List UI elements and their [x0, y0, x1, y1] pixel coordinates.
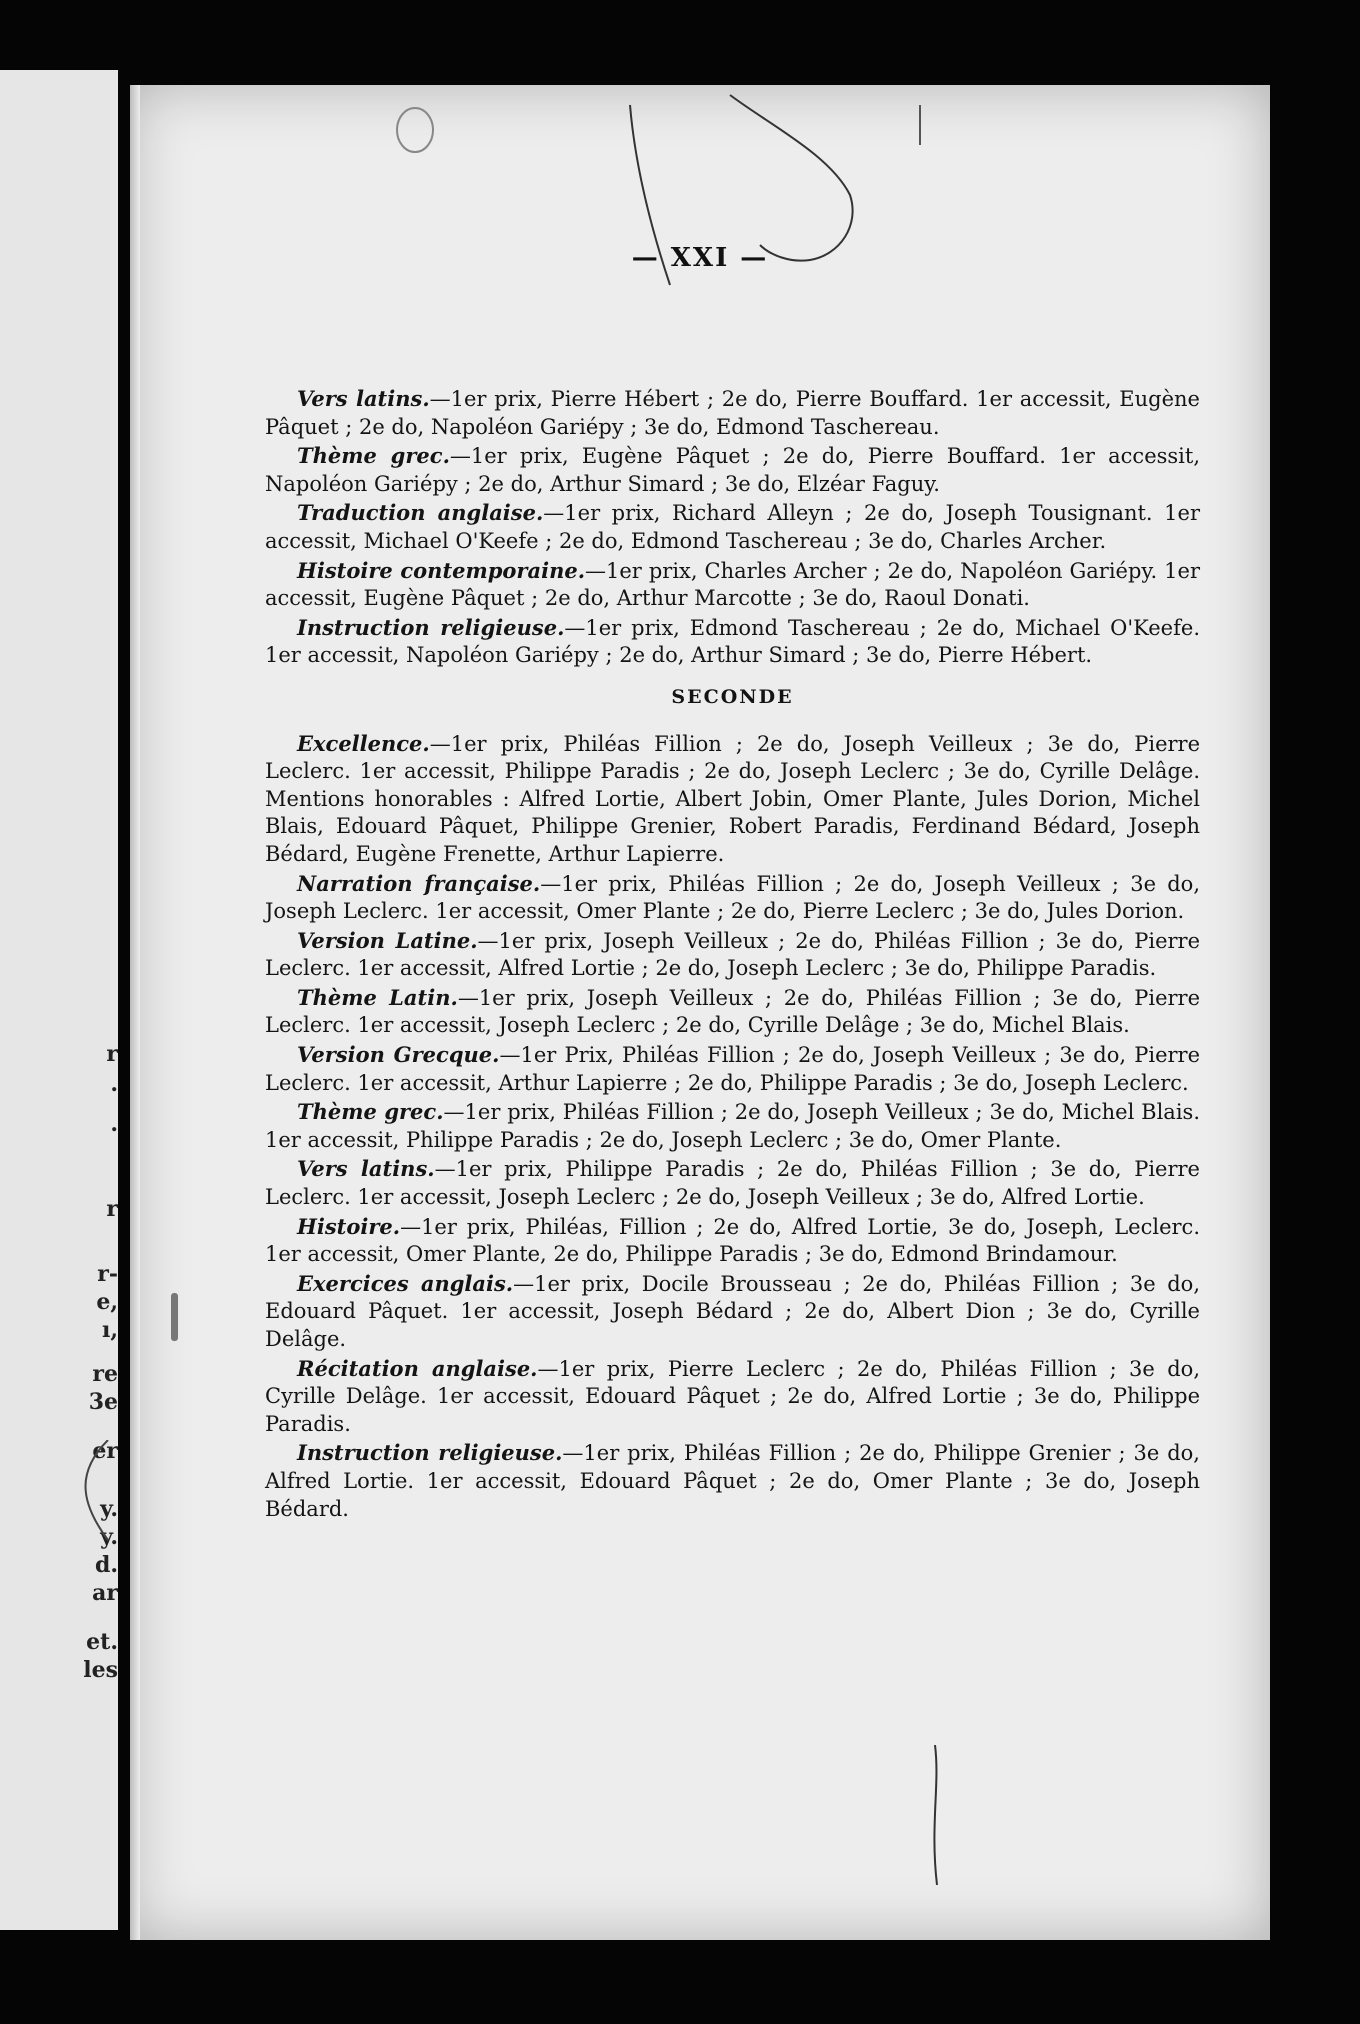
document-page	[130, 85, 1270, 1940]
page-number: — XXI —	[631, 243, 769, 273]
margin-fragment: 3e	[88, 1389, 118, 1415]
prize-paragraph	[265, 730, 1200, 869]
margin-fragment: les	[83, 1657, 118, 1683]
subject-label: Thème Latin.	[297, 984, 458, 1010]
margin-fragment: .	[110, 1071, 118, 1097]
prize-list-text: —1er prix, Philéas Fillion ; 2e do, Joseph Veilleux ; 3e do, Joseph Leclerc. 1er accessit, Omer Plante ; 2e do, Pierre Leclerc ; 3e do, Jules Dorion.	[265, 871, 1201, 924]
prize-paragraph	[265, 614, 1200, 670]
prize-list-text: —1er prix, Philéas, Fillion ; 2e do, Alfred Lortie, 3e do, Joseph, Leclerc. 1er accessit, Omer Plante, 2e do, Philippe Paradis ; 3e do, Edmond Brindamour.	[265, 1214, 1200, 1267]
prize-list-text: —1er prix, Docile Brousseau ; 2e do, Philéas Fillion ; 3e do, Edouard Pâquet. 1er accessit, Joseph Bédard ; 2e do, Albert Dion ; 3e do, Cyrille Delâge.	[265, 1271, 1200, 1351]
prize-paragraph	[265, 1439, 1200, 1523]
subject-label: Histoire.	[297, 1213, 401, 1239]
margin-fragment: ı,	[101, 1317, 118, 1343]
margin-mark	[171, 1293, 178, 1341]
margin-fragment: r	[106, 1196, 118, 1222]
prize-list-text: —1er prix, Eugène Pâquet ; 2e do, Pierre Bouffard. 1er accessit, Napoléon Gariépy ; 2e do, Arthur Simard ; 3e do, Elzéar Faguy.	[265, 444, 1200, 496]
prize-paragraph	[265, 557, 1200, 613]
prize-paragraph	[265, 1098, 1200, 1154]
prize-list-text: —1er prix, Pierre Hébert ; 2e do, Pierre Bouffard. 1er accessit, Eugène Pâquet ; 2e do, Napoléon Gariépy ; 3e do, Edmond Taschereau.	[265, 387, 1200, 439]
subject-label: Thème grec.	[297, 443, 450, 469]
prize-paragraph	[265, 927, 1200, 983]
subject-label: Vers latins.	[297, 1156, 435, 1182]
margin-fragment: y.	[100, 1524, 118, 1550]
margin-fragment: e,	[96, 1289, 118, 1315]
subject-label: Traduction anglaise.	[297, 500, 544, 526]
prize-list-text: —1er prix, Richard Alleyn ; 2e do, Joseph Tousignant. 1er accessit, Michael O'Keefe ; 2e do, Edmond Taschereau ; 3e do, Charles Archer.	[265, 501, 1200, 553]
prize-list-text: —1er prix, Philéas Fillion ; 2e do, Joseph Veilleux ; 3e do, Pierre Leclerc. 1er accessit, Philippe Paradis ; 2e do, Joseph Leclerc ; 3e do, Cyrille Delâge. Mentions honorables : Alfred Lortie, Albert Jobin, Omer Plante, Jules Dorion, Michel Blais, Edouard Pâquet, Philippe Grenier, Robert Paradis, Ferdinand Bédard, Joseph Bédard, Eugène Frenette, Arthur Lapierre.	[265, 731, 1200, 866]
prize-list-text: —1er prix, Joseph Veilleux ; 2e do, Philéas Fillion ; 3e do, Pierre Leclerc. 1er accessit, Joseph Leclerc ; 2e do, Cyrille Delâge ; 3e do, Michel Blais.	[265, 985, 1201, 1038]
prize-paragraph	[265, 984, 1200, 1040]
subject-label: Version Grecque.	[297, 1042, 500, 1068]
document-body	[265, 385, 1200, 1524]
prize-paragraph	[265, 1355, 1200, 1439]
subject-label: Version Latine.	[297, 927, 478, 953]
margin-fragment: r-	[97, 1261, 118, 1287]
prize-paragraph	[265, 1155, 1200, 1211]
prize-list-text: —1er Prix, Philéas Fillion ; 2e do, Joseph Veilleux ; 3e do, Pierre Leclerc. 1er accessit, Arthur Lapierre ; 2e do, Philippe Paradis ; 3e do, Joseph Leclerc.	[265, 1043, 1201, 1095]
prize-paragraph	[265, 1041, 1200, 1097]
prize-list-text: —1er prix, Joseph Veilleux ; 2e do, Philéas Fillion ; 3e do, Pierre Leclerc. 1er accessit, Alfred Lortie ; 2e do, Joseph Leclerc ; 3e do, Philippe Paradis.	[265, 928, 1200, 981]
margin-fragment: ar	[92, 1580, 118, 1606]
margin-fragment: er	[92, 1438, 118, 1464]
section-heading: SECONDE	[671, 685, 794, 708]
subject-label: Récitation anglaise.	[297, 1355, 538, 1381]
prize-list-text: —1er prix, Charles Archer ; 2e do, Napoléon Gariépy. 1er accessit, Eugène Pâquet ; 2e do, Arthur Marcotte ; 3e do, Raoul Donati.	[265, 558, 1200, 611]
prize-paragraph	[265, 1270, 1200, 1354]
subject-label: Narration française.	[297, 870, 541, 896]
subject-label: Vers latins.	[297, 386, 430, 411]
subject-label: Exercices anglais.	[297, 1270, 514, 1296]
prize-paragraph	[265, 442, 1200, 498]
prize-paragraph	[265, 499, 1200, 555]
prize-list-text: —1er prix, Edmond Taschereau ; 2e do, Michael O'Keefe. 1er accessit, Napoléon Gariépy ; 2e do, Arthur Simard ; 3e do, Pierre Hébert.	[265, 615, 1200, 668]
subject-label: Histoire contemporaine.	[297, 557, 586, 583]
margin-fragment: y.	[100, 1496, 118, 1522]
prize-list-text: —1er prix, Philippe Paradis ; 2e do, Philéas Fillion ; 3e do, Pierre Leclerc. 1er accessit, Joseph Leclerc ; 2e do, Joseph Veilleux ; 3e do, Alfred Lortie.	[265, 1157, 1200, 1210]
pencil-mark-bottom	[915, 1745, 955, 1885]
margin-fragment: r	[106, 1041, 118, 1067]
prize-list-text: —1er prix, Pierre Leclerc ; 2e do, Philéas Fillion ; 3e do, Cyrille Delâge. 1er accessit, Edouard Pâquet ; 2e do, Alfred Lortie ; 3e do, Philippe Paradis.	[265, 1356, 1201, 1436]
prize-paragraph	[265, 870, 1200, 926]
subject-label: Excellence.	[297, 730, 430, 756]
margin-fragment: d.	[94, 1552, 118, 1578]
pencil-annotation	[130, 85, 1270, 345]
margin-pencil-curve	[78, 1440, 118, 1550]
subject-label: Thème grec.	[297, 1099, 444, 1125]
subject-label: Instruction religieuse.	[297, 614, 565, 640]
prize-list-text: —1er prix, Philéas Fillion ; 2e do, Philippe Grenier ; 3e do, Alfred Lortie. 1er accessit, Edouard Pâquet ; 2e do, Omer Plante ; 3e do, Joseph Bédard.	[265, 1441, 1200, 1521]
prize-paragraph	[265, 385, 1200, 441]
margin-fragment: et.	[86, 1629, 118, 1655]
subject-label: Instruction religieuse.	[297, 1440, 563, 1466]
margin-fragment: .	[110, 1111, 118, 1137]
adjacent-page-strip	[0, 70, 118, 1930]
prize-paragraph	[265, 1213, 1200, 1269]
margin-fragment: re	[92, 1361, 118, 1387]
prize-list-text: —1er prix, Philéas Fillion ; 2e do, Joseph Veilleux ; 3e do, Michel Blais. 1er accessit, Philippe Paradis ; 2e do, Joseph Leclerc ; 3e do, Omer Plante.	[265, 1100, 1200, 1152]
